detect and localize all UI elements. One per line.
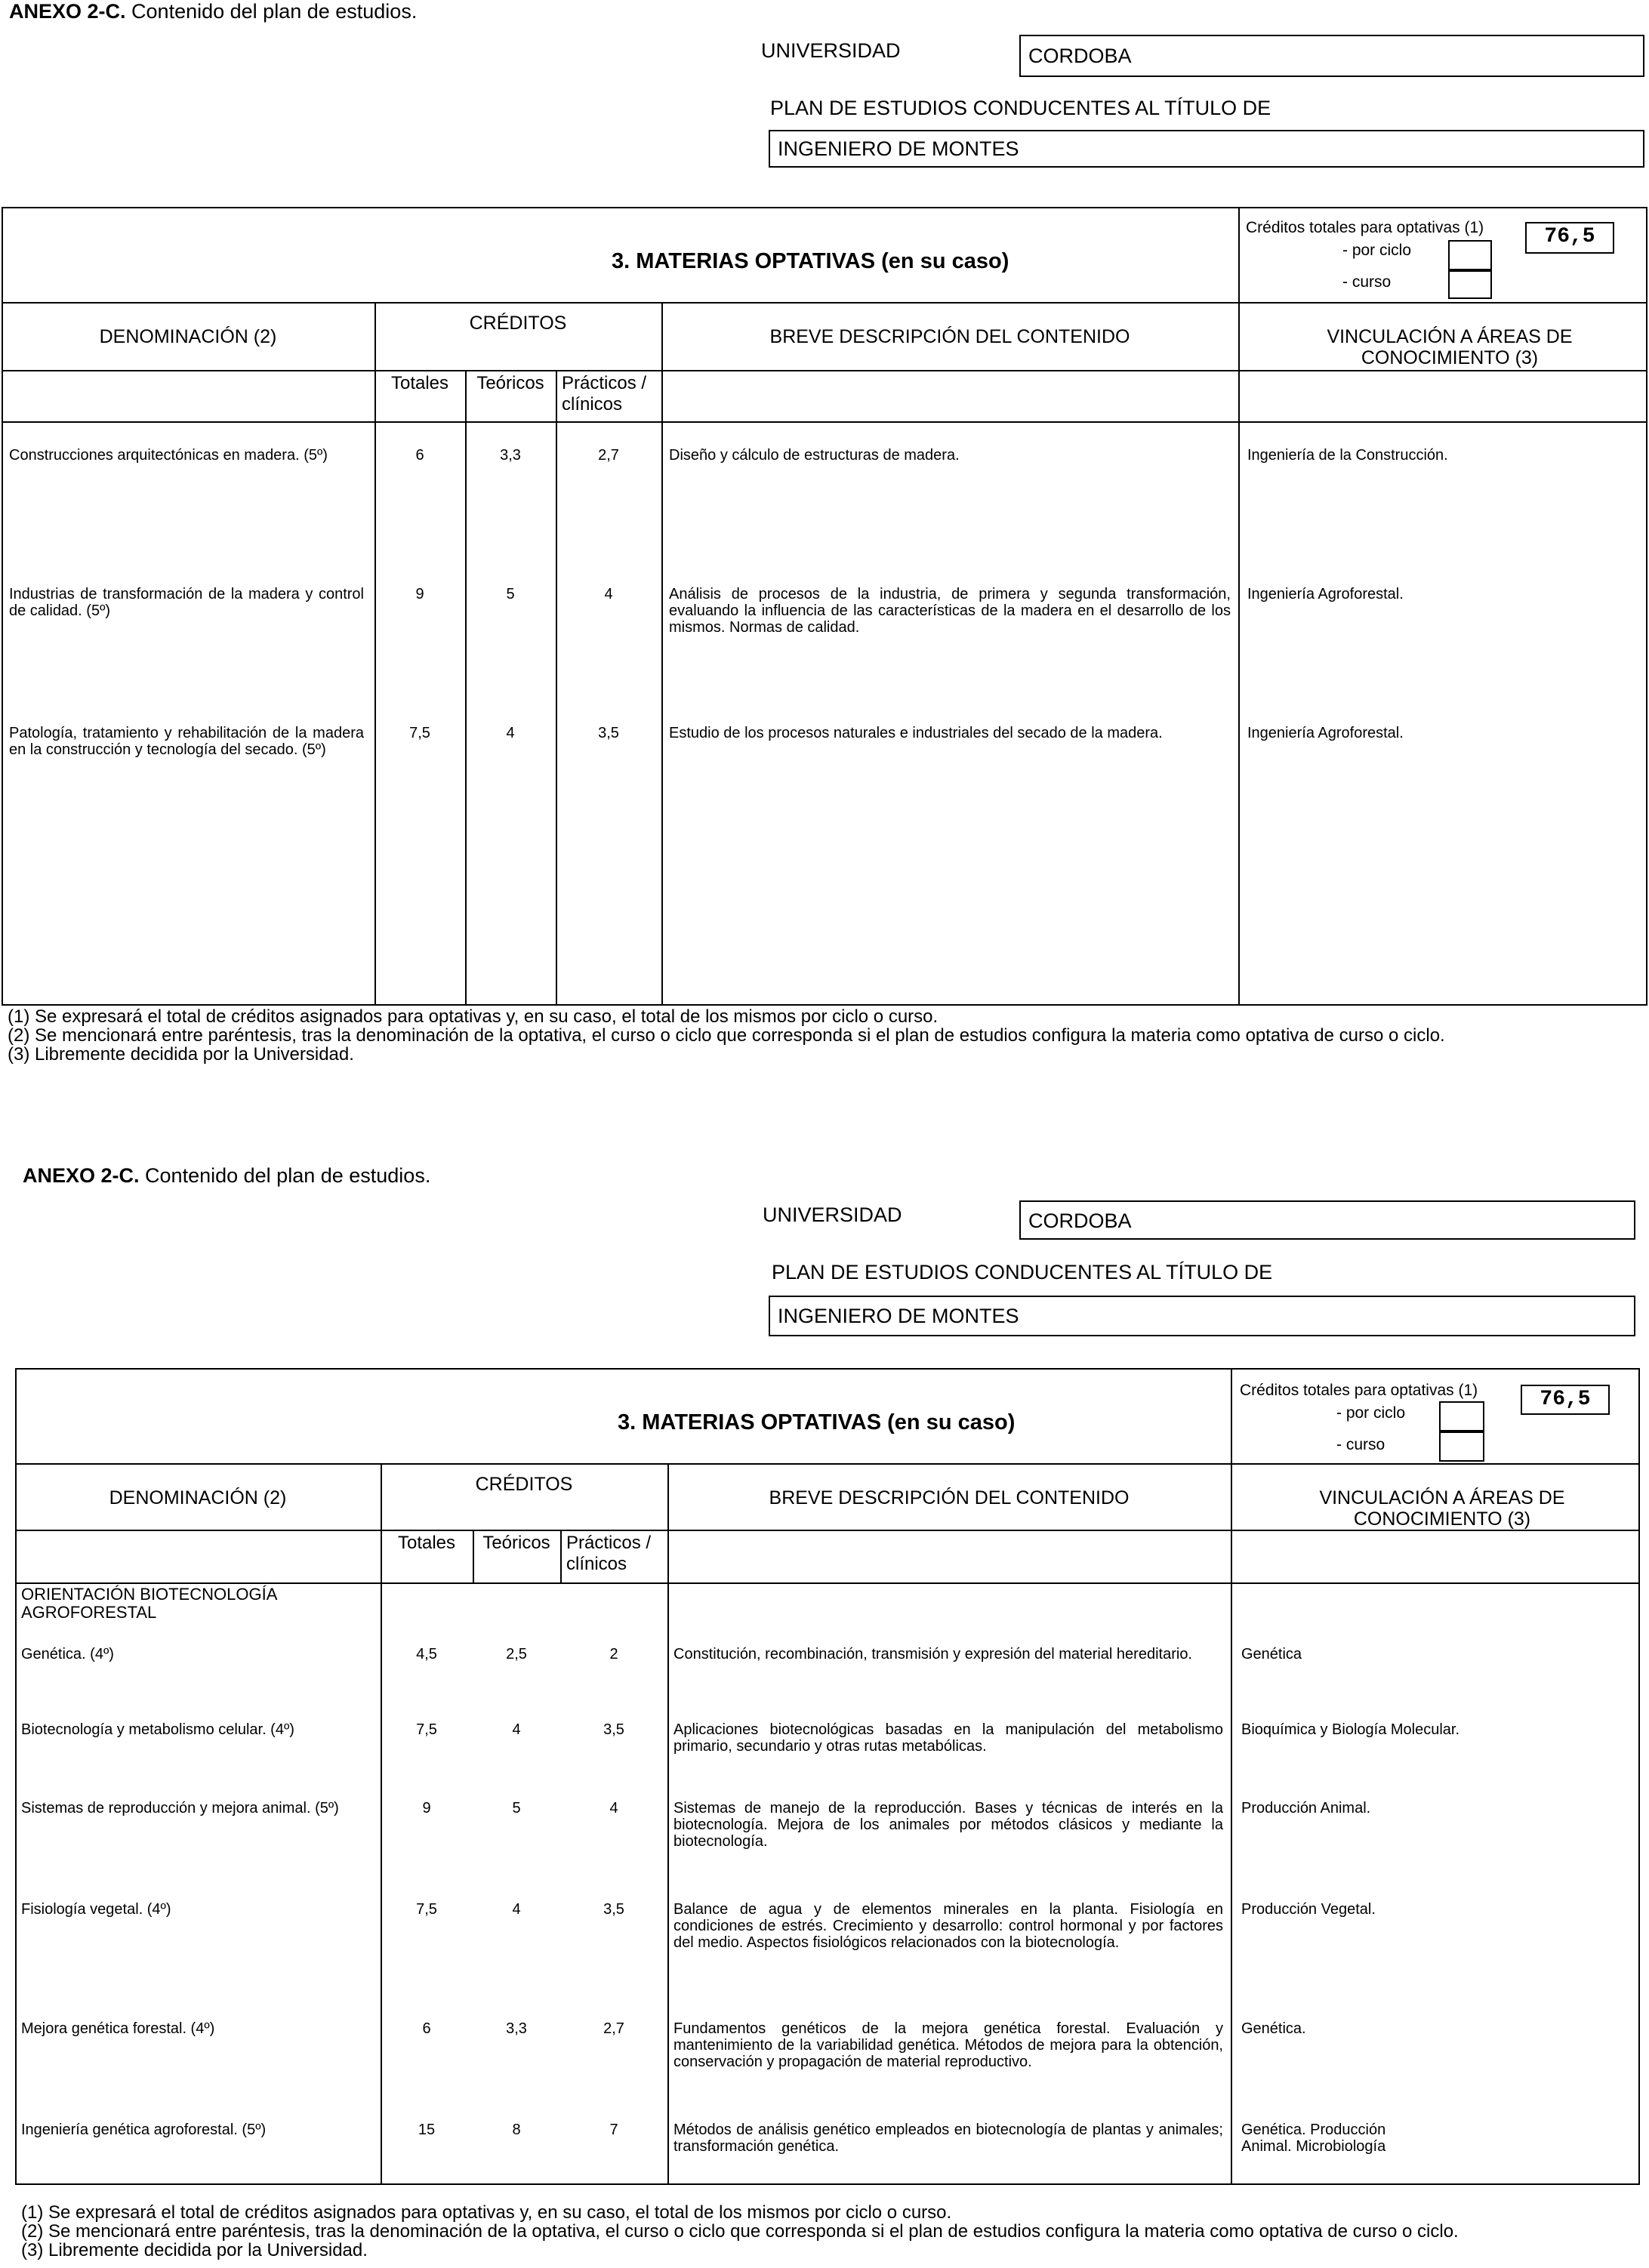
row-descripcion: Métodos de análisis genético empleados en biotecnología de plantas y animales; transformación genética. [673,2122,1223,2155]
divider [560,1530,562,1582]
divider [1231,1368,1232,1463]
header-vinculacion: VINCULACIÓN A ÁREAS DE CONOCIMIENTO (3) [1327,326,1573,368]
universidad-label: UNIVERSIDAD [761,39,901,62]
row-descripcion: Balance de agua y de elementos minerales en la planta. Fisiología en condiciones de estrés. Crecimiento y desarrollo: control hormonal y por factores del medio. Aspectos fisiológicos relacionados con la biotecnología. [673,1901,1223,1951]
row-descripcion: Constitución, recombinación, transmisión y expresión del material hereditario. [673,1646,1192,1662]
creditos-totales-label: Créditos totales para optativas (1) [1240,1382,1478,1399]
row-area: Ingeniería Agroforestal. [1247,725,1404,741]
por-ciclo-label: - por ciclo [1336,1404,1406,1422]
universidad-field: CORDOBA [1019,35,1644,77]
row-area: Producción Vegetal. [1241,1901,1376,1918]
row-totales: 7,5 [409,725,430,741]
row-descripcion: Aplicaciones biotecnológicas basadas en la manipulación del metabolismo primario, secundario y otras rutas metabólicas. [673,1721,1223,1755]
header-teoricos: Teóricos [476,373,544,393]
row-totales: 6 [422,2020,431,2037]
row-denominacion: Ingeniería genética agroforestal. (5º) [21,2122,267,2138]
row-area: Bioquímica y Biología Molecular. [1241,1721,1460,1738]
titulo-field: INGENIERO DE MONTES [769,130,1644,168]
header-descripcion: BREVE DESCRIPCIÓN DEL CONTENIDO [769,326,1130,347]
anexo-label: ANEXO 2-C. [9,0,126,23]
header-creditos: CRÉDITOS [469,313,567,334]
row-denominacion: Patología, tratamiento y rehabilitación de la madera en la construcción y tecnología del secado. (5º) [9,725,364,758]
divider [15,1530,1640,1531]
curso-label: - curso [1336,1436,1385,1453]
footnotes [8,1007,1646,1064]
curso-box [1439,1431,1484,1462]
divider [15,1463,1640,1465]
por-ciclo-label: - por ciclo [1342,242,1412,259]
creditos-totales-label: Créditos totales para optativas (1) [1246,219,1484,236]
anexo-heading [9,0,417,23]
header-totales: Totales [390,373,449,393]
row-practicos: 3,5 [603,1721,624,1738]
curso-box [1448,270,1492,299]
row-area: Ingeniería de la Construcción. [1247,447,1448,464]
row-teoricos: 4 [512,1721,521,1738]
footnote: (2) Se mencionará entre paréntesis, tras la denominación de la optativa, el curso o ciclo que corresponda si el plan de estudios configura la materia como optativa de curso o ciclo. [8,1025,1445,1046]
divider [556,370,557,1006]
row-totales: 15 [418,2122,436,2138]
universidad-field: CORDOBA [1019,1200,1635,1240]
row-teoricos: 5 [506,586,515,602]
row-area: Genética. Producción Animal. Microbiología [1241,2122,1386,2155]
row-area: Genética. [1241,2020,1306,2037]
row-denominacion: Fisiología vegetal. (4º) [21,1901,171,1918]
divider [661,302,663,1006]
anexo-label: ANEXO 2-C. [23,1164,140,1187]
row-practicos: 4 [609,1800,618,1817]
row-teoricos: 5 [512,1800,521,1817]
footnotes [21,2203,1644,2260]
row-totales: 9 [422,1800,431,1817]
creditos-totales-value: 76,5 [1525,222,1614,254]
row-practicos: 2,7 [598,447,619,464]
header-descripcion: BREVE DESCRIPCIÓN DEL CONTENIDO [769,1487,1130,1508]
section-title: 3. MATERIAS OPTATIVAS (en su caso) [618,1410,1016,1434]
row-practicos: 2 [609,1646,618,1662]
row-totales: 9 [415,586,424,602]
plan-label: PLAN DE ESTUDIOS CONDUCENTES AL TÍTULO DE [770,97,1271,119]
row-teoricos: 4 [506,725,515,741]
row-area: Genética [1241,1646,1302,1662]
divider [2,370,1647,371]
footnote: (1) Se expresará el total de créditos asignados para optativas y, en su caso, el total de los mismos por ciclo o curso. [8,1006,939,1027]
section-title: 3. MATERIAS OPTATIVAS (en su caso) [612,249,1009,273]
anexo-text: Contenido del plan de estudios. [145,1164,431,1187]
row-teoricos: 2,5 [506,1646,527,1662]
row-practicos: 2,7 [603,2020,624,2037]
divider [465,370,467,1006]
header-denominacion: DENOMINACIÓN (2) [109,1487,287,1508]
plan-label: PLAN DE ESTUDIOS CONDUCENTES AL TÍTULO DE [772,1261,1273,1283]
row-totales: 7,5 [416,1721,437,1738]
row-practicos: 4 [604,586,613,602]
footnote: (1) Se expresará el total de créditos asignados para optativas y, en su caso, el total de los mismos por ciclo o curso. [21,2202,952,2223]
universidad-label: UNIVERSIDAD [763,1203,902,1226]
header-denominacion: DENOMINACIÓN (2) [99,326,277,347]
row-practicos: 7 [609,2122,618,2138]
divider [1238,302,1240,1006]
row-teoricos: 3,3 [506,2020,527,2037]
row-descripcion: Diseño y cálculo de estructuras de madera. [669,447,960,464]
footnote: (3) Libremente decidida por la Universidad. [21,2240,368,2260]
row-totales: 7,5 [416,1901,437,1918]
row-denominacion: Genética. (4º) [21,1646,114,1662]
divider [667,1463,669,2185]
divider [2,421,1647,423]
divider [1231,1463,1232,2185]
row-totales: 4,5 [416,1646,437,1662]
divider [374,302,376,1006]
row-denominacion: Construcciones arquitectónicas en madera. (5º) [9,447,328,464]
row-descripcion: Análisis de procesos de la industria, de primera y segunda transformación, evaluando la influencia de las características de la madera en el desarrollo de los mismos. Normas de calidad. [669,586,1231,636]
header-totales: Totales [397,1533,456,1553]
header-creditos: CRÉDITOS [475,1474,573,1495]
header-vinculacion: VINCULACIÓN A ÁREAS DE CONOCIMIENTO (3) [1319,1487,1565,1530]
header-practicos: Prácticos / clínicos [562,373,647,414]
footnote: (3) Libremente decidida por la Universidad. [8,1044,354,1065]
row-practicos: 3,5 [598,725,619,741]
anexo-heading [23,1164,430,1188]
titulo-field: INGENIERO DE MONTES [769,1296,1635,1336]
header-practicos: Prácticos / clínicos [566,1533,652,1574]
anexo-text: Contenido del plan de estudios. [131,0,418,23]
divider [381,1463,382,2185]
row-denominacion: Industrias de transformación de la madera y control de calidad. (5º) [9,586,364,619]
row-practicos: 3,5 [603,1901,624,1918]
row-area: Producción Animal. [1241,1800,1371,1817]
row-totales: 6 [415,447,424,464]
footnote: (2) Se mencionará entre paréntesis, tras la denominación de la optativa, el curso o ciclo que corresponda si el plan de estudios configura la materia como optativa de curso o ciclo. [21,2221,1459,2242]
creditos-totales-value: 76,5 [1521,1385,1610,1415]
divider [1238,207,1240,302]
row-descripcion: Fundamentos genéticos de la mejora genética forestal. Evaluación y mantenimiento de la variabilidad genética. Métodos de mejora para la obtención, conservación y propagación de material reproductivo. [673,2020,1223,2070]
header-teoricos: Teóricos [482,1533,550,1553]
divider [15,1582,1640,1584]
group-heading: ORIENTACIÓN BIOTECNOLOGÍA AGROFORESTAL [21,1585,277,1622]
por-ciclo-box [1439,1401,1484,1431]
row-descripcion: Sistemas de manejo de la reproducción. Bases y técnicas de interés en la biotecnología. Mejora de los animales por métodos clásicos y mediante la biotecnología. [673,1800,1223,1850]
row-teoricos: 8 [512,2122,521,2138]
divider [2,302,1647,304]
curso-label: - curso [1342,273,1392,291]
row-teoricos: 3,3 [500,447,521,464]
row-denominacion: Mejora genética forestal. (4º) [21,2020,215,2037]
row-denominacion: Sistemas de reproducción y mejora animal. (5º) [21,1800,339,1817]
row-teoricos: 4 [512,1901,521,1918]
row-area: Ingeniería Agroforestal. [1247,586,1404,602]
por-ciclo-box [1448,240,1492,270]
row-descripcion: Estudio de los procesos naturales e industriales del secado de la madera. [669,725,1163,741]
row-denominacion: Biotecnología y metabolismo celular. (4º) [21,1721,294,1738]
